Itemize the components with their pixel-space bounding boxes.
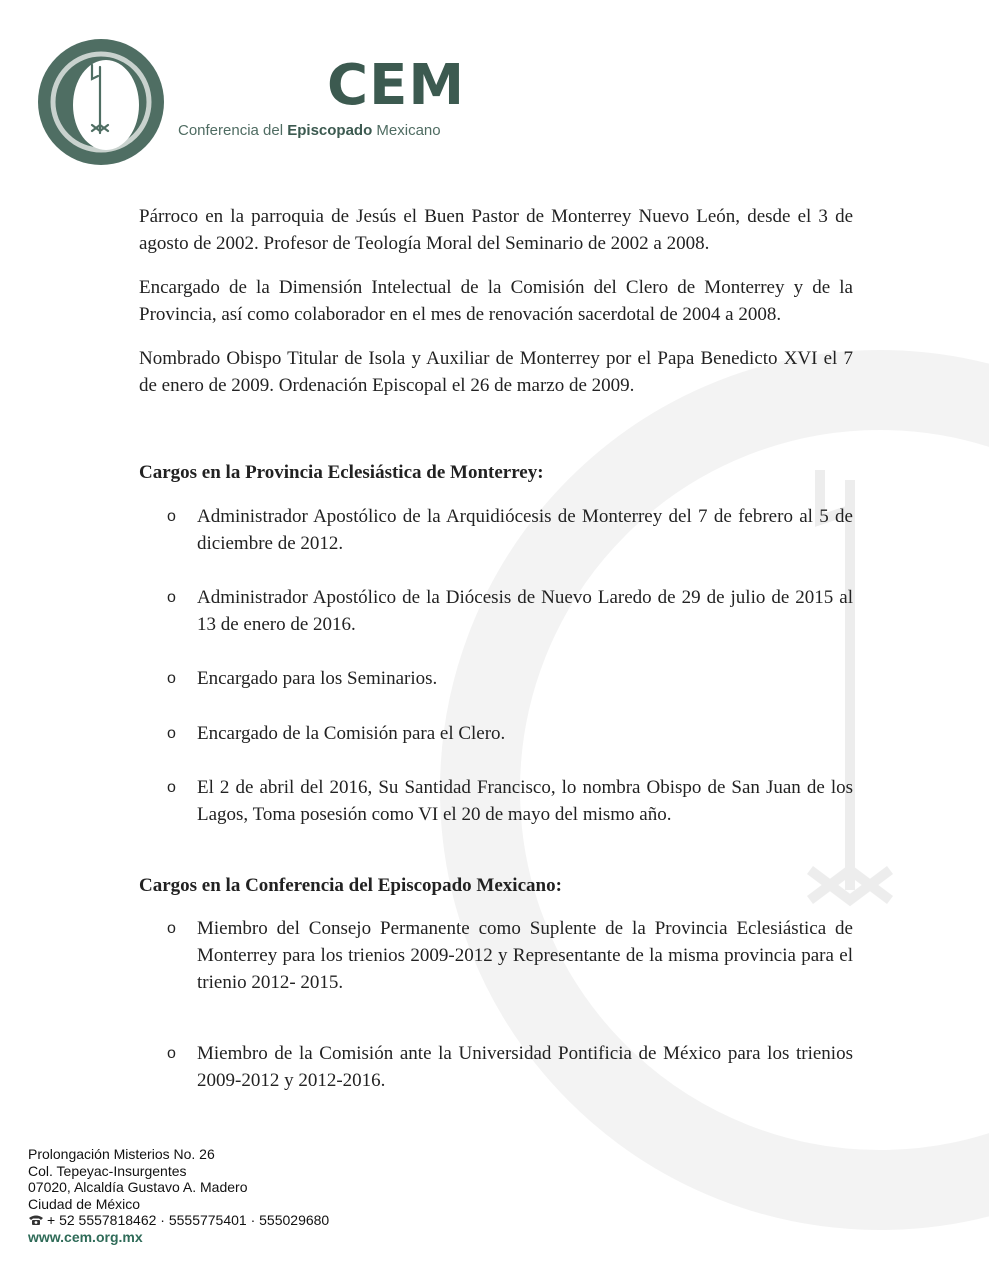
bullet-marker: o bbox=[167, 508, 176, 525]
footer-contact bbox=[28, 1146, 329, 1245]
list-item bbox=[139, 774, 853, 828]
section-heading-monterrey: Cargos en la Provincia Eclesiástica de Monterrey: bbox=[139, 462, 544, 483]
list-item-text: Administrador Apostólico de la Diócesis de Nuevo Laredo de 29 de julio de 2015 al 13 de enero de 2016. bbox=[197, 587, 853, 635]
intro-paragraph: Encargado de la Dimensión Intelectual de la Comisión del Clero de Monterrey y de la Provincia, así como colaborador en el mes de renovación sacerdotal de 2004 a 2008. bbox=[139, 277, 853, 325]
org-name-pre: Conferencia del bbox=[178, 122, 288, 139]
bullet-marker: o bbox=[167, 670, 176, 687]
section-heading-cem: Cargos en la Conferencia del Episcopado Mexicano: bbox=[139, 875, 562, 896]
list-item bbox=[139, 720, 853, 747]
cem-circle-cross-logo-icon bbox=[34, 35, 168, 169]
list-item-text: Administrador Apostólico de la Arquidiócesis de Monterrey del 7 de febrero al 5 de diciembre de 2012. bbox=[197, 506, 853, 554]
list-item bbox=[139, 915, 853, 996]
organization-name bbox=[178, 122, 441, 139]
bullet-marker: o bbox=[167, 1045, 176, 1062]
list-item-text: Miembro de la Comisión ante la Universidad Pontificia de México para los trienios 2009-2012 y 2012-2016. bbox=[197, 1043, 853, 1091]
bullet-marker: o bbox=[167, 725, 176, 742]
org-name-bold: Episcopado bbox=[287, 122, 373, 139]
list-item bbox=[139, 665, 853, 692]
document-body bbox=[139, 203, 853, 1091]
monterrey-list bbox=[139, 503, 853, 828]
intro-paragraph: Párroco en la parroquia de Jesús el Buen Pastor de Monterrey Nuevo León, desde el 3 de agosto de 2002. Profesor de Teología Moral del Seminario de 2002 a 2008. bbox=[139, 206, 853, 254]
address-line: 07020, Alcaldía Gustavo A. Madero bbox=[28, 1179, 248, 1195]
address-line: Prolongación Misterios No. 26 bbox=[28, 1146, 215, 1162]
org-name-post: Mexicano bbox=[372, 122, 441, 139]
phone-numbers: + 52 5557818462 · 5555775401 · 555029680 bbox=[47, 1212, 330, 1228]
bullet-marker: o bbox=[167, 589, 176, 606]
list-item-text: Encargado para los Seminarios. bbox=[197, 668, 438, 689]
list-item bbox=[139, 503, 853, 557]
telephone-icon bbox=[28, 1214, 44, 1226]
phone-line bbox=[28, 1212, 329, 1229]
list-item bbox=[139, 584, 853, 638]
list-item-text: El 2 de abril del 2016, Su Santidad Francisco, lo nombra Obispo de San Juan de los Lagos, Toma posesión como VI el 20 de mayo del mismo año. bbox=[197, 777, 853, 825]
bullet-marker: o bbox=[167, 779, 176, 796]
address-line: Col. Tepeyac-Insurgentes bbox=[28, 1162, 187, 1179]
list-item-text: Encargado de la Comisión para el Clero. bbox=[197, 723, 506, 744]
address-line: Ciudad de México bbox=[28, 1195, 141, 1212]
intro-paragraph: Nombrado Obispo Titular de Isola y Auxiliar de Monterrey por el Papa Benedicto XVI el 7 de enero de 2009. Ordenación Episcopal el 26 de marzo de 2009. bbox=[139, 348, 853, 396]
website-link[interactable]: www.cem.org.mx bbox=[28, 1228, 143, 1245]
bullet-marker: o bbox=[167, 920, 176, 937]
list-item bbox=[139, 1040, 853, 1094]
logo-acronym: CEM bbox=[327, 53, 466, 118]
list-item-text: Miembro del Consejo Permanente como Suplente de la Provincia Eclesiástica de Monterrey para los trienios 2009-2012 y Representante de la misma provincia para el trienio 2012- 2015. bbox=[197, 918, 853, 993]
cem-list bbox=[139, 915, 853, 1094]
